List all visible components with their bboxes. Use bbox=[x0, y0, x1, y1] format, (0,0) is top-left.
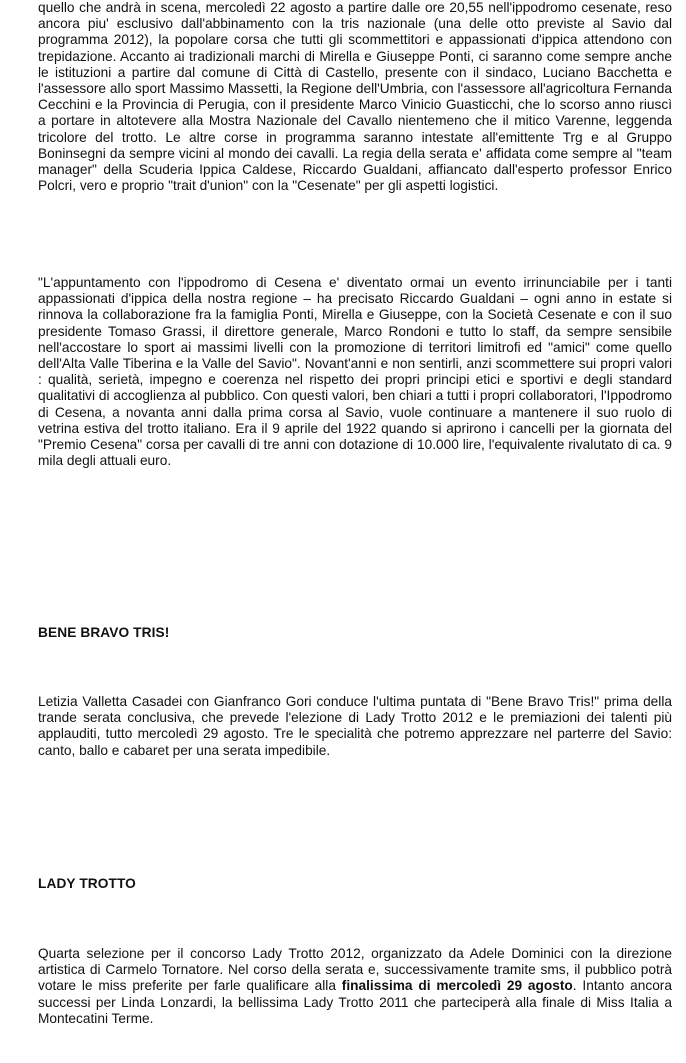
lady-trotto-text-after: . Intanto ancora successi per Linda Lonzardi, la bellissima Lady Trotto 2011 che parteciperà alla finale di Miss Italia a Montecatini Terme. bbox=[38, 978, 672, 1026]
intro-paragraph: quello che andrà in scena, mercoledì 22 agosto a partire dalle ore 20,55 nell'ippodromo cesenate, reso ancora piu' esclusivo dall'abbinamento con la tris nazionale (una delle otto previste al Savio dal programma 2012), la popolare corsa che tutti gli scommettitori e appassionati d'ippica attendono con trepidazione. Accanto ai tradizionali marchi di Mirella e Giuseppe Ponti, ci saranno come sempre anche le istituzioni a partire dal comune di Città di Castello, presente con il sindaco, Luciano Bacchetta e l'assessore allo sport Massimo Massetti, la Regione dell'Umbria, con l'assessore all'agricoltura Fernanda Cecchini e la Provincia di Perugia, con il presidente Marco Vinicio Guasticchi, che lo scorso anno riuscì a portare in altotevere alla Mostra Nazionale del Cavallo nientemeno che il mitico Varenne, leggenda tricolore del trotto. Le altre corse in programma saranno intestate all'emittente Trg e al Gruppo Boninsegni da sempre vicini al mondo dei cavalli. La regia della serata e' affidata come sempre al "team manager" della Scuderia Ippica Caldese, Riccardo Gualdani, affiancato dall'esperto professor Enrico Polcri, vero e proprio "trait d'union" con la "Cesenate" per gli aspetti logistici. bbox=[38, 0, 672, 194]
lady-trotto-paragraph bbox=[38, 946, 672, 1027]
lady-trotto-final-date-bold: finalissima di mercoledì 29 agosto bbox=[341, 978, 573, 994]
quote-paragraph: "L'appuntamento con l'ippodromo di Cesena e' diventato ormai un evento irrinunciabile per i tanti appassionati d'ippica della nostra regione – ha precisato Riccardo Gualdani – ogni anno in estate si rinnova la collaborazione fra la famiglia Ponti, Mirella e Giuseppe, con la Società Cesenate e con il suo presidente Tomaso Grassi, il direttore generale, Marco Rondoni e tutto lo staff, da sempre sensibile nell'accostare lo sport ai massimi livelli con la promozione di territori limitrofi ed "amici" come quello dell'Alta Valle Tiberina e la Valle del Savio". Novant'anni e non sentirli, anzi scommettere sui propri valori : qualità, serietà, impegno e coerenza nel rispetto dei propri principi etici e sportivi e degli standard qualitativi di accoglienza al pubblico. Con questi valori, ben chiari a tutti i propri collaboratori, l'Ippodromo di Cesena, a novanta anni dalla prima corsa al Savio, vuole continuare a mantenere il suo ruolo di vetrina estiva del trotto italiano. Era il 9 aprile del 1922 quando si aprirono i cancelli per la giornata del "Premio Cesena" corsa per cavalli di tre anni con dotazione di 10.000 lire, l'equivalente rivalutato di ca. 9 mila degli attuali euro. bbox=[38, 275, 672, 469]
section-heading-lady-trotto: LADY TROTTO bbox=[38, 876, 136, 891]
bene-bravo-tris-paragraph: Letizia Valletta Casadei con Gianfranco Gori conduce l'ultima puntata di "Bene Bravo Tris!" prima della trande serata conclusiva, che prevede l'elezione di Lady Trotto 2012 e le premiazioni dei talenti più applauditi, tutto mercoledì 29 agosto. Tre le specialità che potremo apprezzare nel parterre del Savio: canto, ballo e cabaret per una serata impedibile. bbox=[38, 694, 672, 758]
lady-trotto-text-before: Quarta selezione per il concorso Lady Trotto 2012, organizzato da Adele Dominici con la direzione artistica di Carmelo Tornatore. Nel corso della serata e, successivamente tramite sms, il pubblico potrà votare le miss preferite per farle qualificare alla bbox=[38, 946, 672, 994]
section-heading-bene-bravo-tris: BENE BRAVO TRIS! bbox=[38, 625, 170, 640]
